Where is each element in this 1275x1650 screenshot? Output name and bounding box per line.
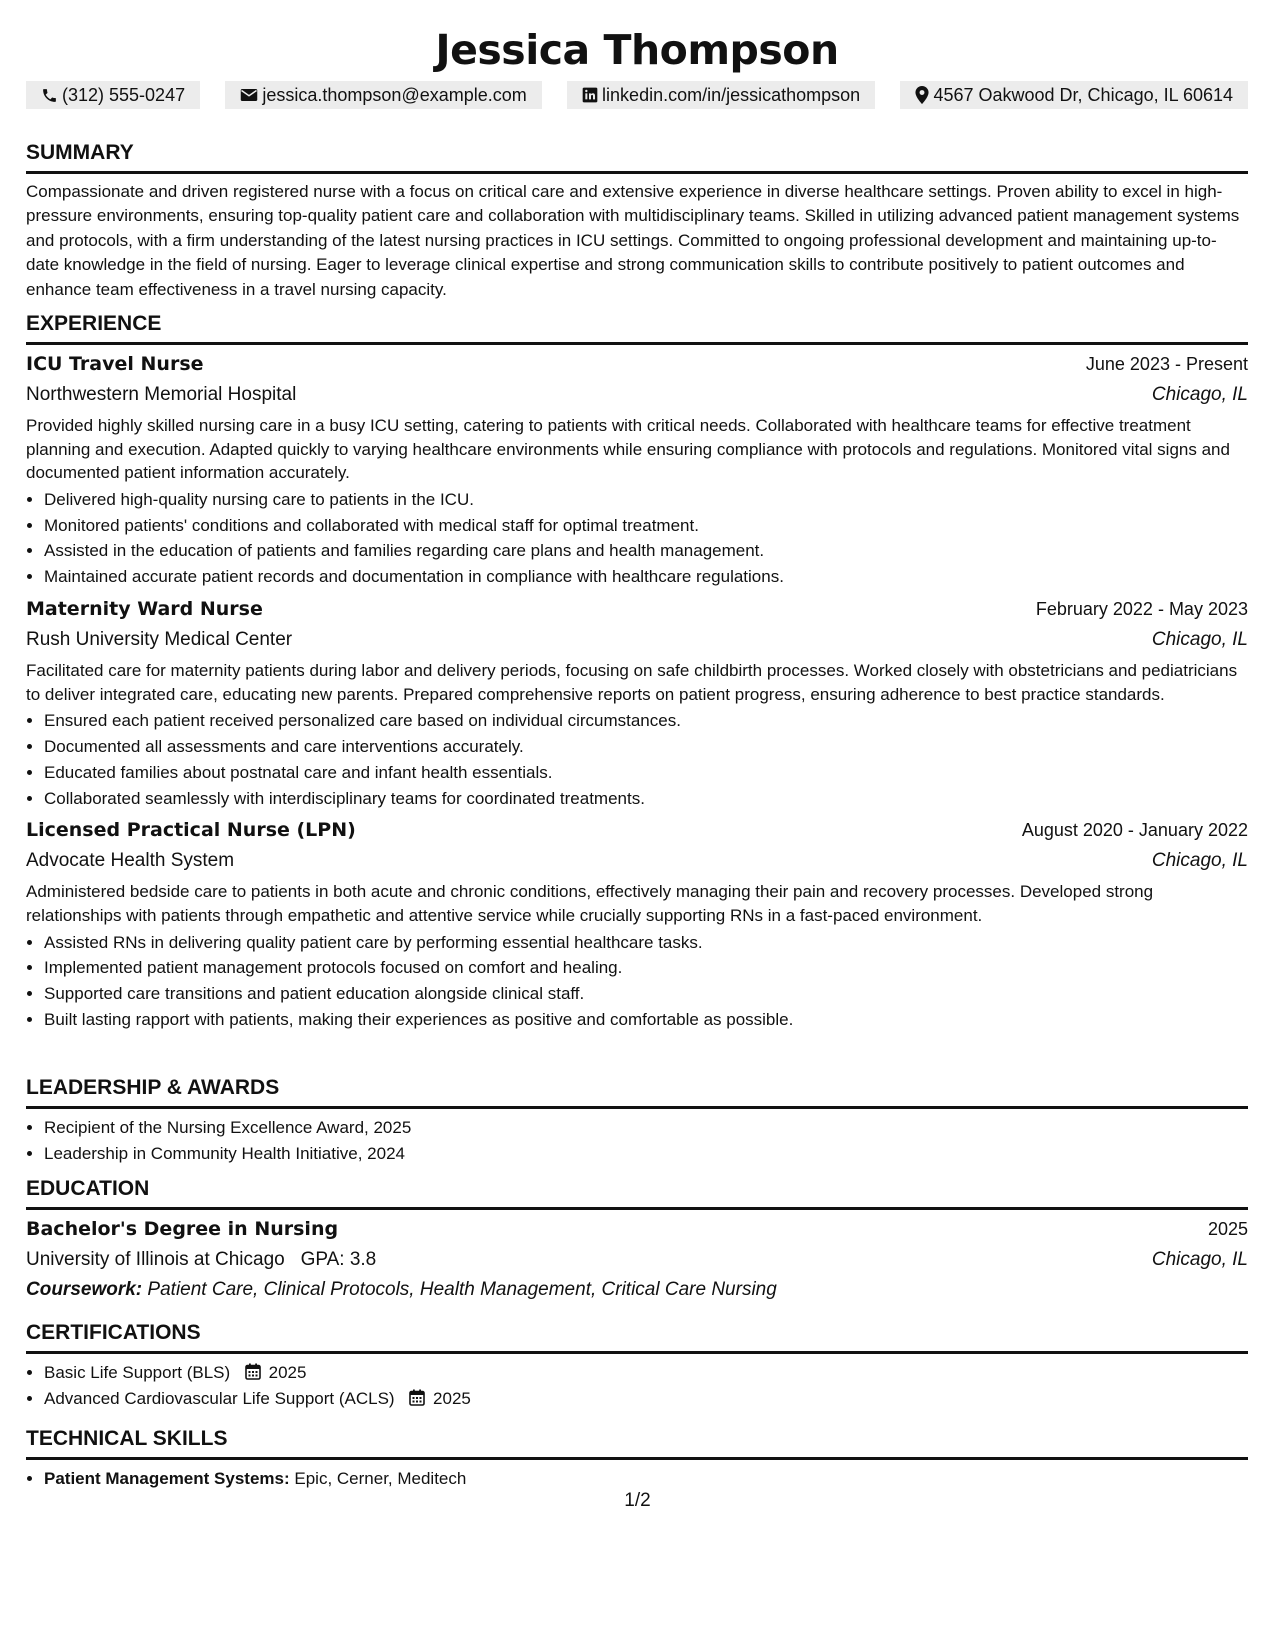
job-location: Chicago, IL [1151, 384, 1248, 405]
job-description: Administered bedside care to patients in both acute and chronic conditions, effectively managing their pain and recovery processes. Developed strong relationships with patients through empathetic and attentive service while crucially supporting RNs in a fast-paced environment. [26, 882, 1154, 925]
list-item: • Recipient of the Nursing Excellence Award, 2025 [44, 1115, 1248, 1141]
skill-category: Patient Management Systems: [44, 1469, 290, 1488]
job-bullets [26, 487, 1248, 590]
contact-bar [26, 81, 1248, 109]
awards-section [26, 1075, 1248, 1167]
job-title: Maternity Ward Nurse [26, 597, 263, 620]
linkedin-text: linkedin.com/in/jessicathompson [602, 85, 861, 105]
calendar-icon [245, 1363, 261, 1380]
degree-year: 2025 [1207, 1219, 1248, 1239]
education-section [26, 1176, 1248, 1305]
list-item: • Documented all assessments and care interventions accurately. [44, 734, 1248, 760]
phone-icon [41, 87, 58, 104]
experience-title: EXPERIENCE [26, 311, 1248, 345]
certification-name: Advanced Cardiovascular Life Support (ACLS) [44, 1389, 395, 1408]
job-entry [26, 815, 1248, 1032]
list-item: • Implemented patient management protocols focused on comfort and healing. [44, 955, 1248, 981]
coursework-line [26, 1275, 1248, 1305]
education-title: EDUCATION [26, 1176, 1248, 1210]
job-employer: Rush University Medical Center [26, 628, 293, 650]
awards-title: LEADERSHIP & AWARDS [26, 1075, 1248, 1109]
skills-title: TECHNICAL SKILLS [26, 1426, 1248, 1460]
job-description: Provided highly skilled nursing care in a busy ICU setting, catering to patients with critical needs. Collaborated with healthcare teams for effective treatment planning and execution. Adapted quickly to varying healthcare environments while ensuring compliance with protocols and regulations. Monitored vital signs and documented patient information accurately. [26, 416, 1230, 483]
job-dates: June 2023 - Present [1085, 354, 1248, 374]
job-description: Facilitated care for maternity patients during labor and delivery periods, focusing on safe childbirth processes. Worked closely with obstetricians and pediatricians to deliver integrated care, educating new parents. Prepared comprehensive reports on patient progress, ensuring adherence to best practice standards. [26, 660, 1238, 704]
skill-values: Epic, Cerner, Meditech [294, 1469, 467, 1488]
job-bullets [26, 708, 1248, 811]
list-item: • Maintained accurate patient records and documentation in compliance with healthcare regulations. [44, 564, 1248, 590]
list-item: • Assisted in the education of patients and families regarding care plans and health management. [44, 538, 1248, 564]
job-location: Chicago, IL [1151, 850, 1248, 872]
certification-name: Basic Life Support (BLS) [44, 1363, 231, 1382]
contact-email[interactable] [225, 81, 541, 109]
list-item: • Ensured each patient received personalized care based on individual circumstances. [44, 708, 1248, 734]
list-item: • Assisted RNs in delivering quality patient care by performing essential healthcare tasks. [44, 930, 1248, 956]
job-bullets [26, 930, 1248, 1033]
list-item: • Delivered high-quality nursing care to patients in the ICU. [44, 487, 1248, 513]
job-title: ICU Travel Nurse [26, 353, 204, 375]
list-item: • Built lasting rapport with patients, making their experiences as positive and comfortable as possible. [44, 1007, 1248, 1033]
list-item [44, 1360, 1248, 1386]
awards-list [26, 1115, 1248, 1167]
calendar-icon [409, 1389, 425, 1406]
certifications-title: CERTIFICATIONS [26, 1320, 1248, 1354]
job-entry [26, 594, 1248, 811]
certification-year: 2025 [433, 1389, 471, 1408]
list-item [44, 1386, 1248, 1412]
linkedin-icon [582, 87, 598, 103]
skills-list [26, 1466, 1248, 1492]
summary-section [26, 140, 1248, 302]
job-title: Licensed Practical Nurse (LPN) [26, 819, 356, 842]
skills-section [26, 1426, 1248, 1492]
list-item: • Supported care transitions and patient education alongside clinical staff. [44, 981, 1248, 1007]
degree-name: Bachelor's Degree in Nursing [26, 1218, 339, 1240]
coursework-label: Coursework: [26, 1279, 143, 1300]
list-item: • Educated families about postnatal care and infant health essentials. [44, 760, 1248, 786]
map-marker-icon [915, 86, 929, 104]
job-employer: Advocate Health System [26, 850, 235, 872]
list-item: • Monitored patients' conditions and collaborated with medical staff for optimal treatment. [44, 513, 1248, 539]
resume-page [26, 0, 1248, 1488]
list-item: • Leadership in Community Health Initiative, 2024 [44, 1141, 1248, 1167]
contact-address[interactable] [900, 81, 1248, 109]
school-location: Chicago, IL [1151, 1249, 1248, 1270]
certifications-section [26, 1320, 1248, 1412]
gpa-text: GPA: 3.8 [300, 1249, 377, 1270]
address-text: 4567 Oakwood Dr, Chicago, IL 60614 [933, 85, 1233, 105]
job-entry [26, 349, 1248, 590]
certification-year: 2025 [268, 1363, 307, 1382]
job-location: Chicago, IL [1151, 628, 1248, 650]
job-dates: August 2020 - January 2022 [1021, 820, 1248, 841]
summary-title: SUMMARY [26, 140, 1248, 174]
list-item [44, 1466, 1248, 1492]
email-text: jessica.thompson@example.com [262, 85, 527, 105]
summary-text: Compassionate and driven registered nurse with a focus on critical care and extensive experience in diverse healthcare settings. Proven ability to excel in high-pressure environments, ensuring top-quality patient care and collaboration with multidisciplinary teams. Skilled in utilizing advanced patient management systems and protocols, with a firm understanding of the latest nursing practices in ICU settings. Committed to ongoing professional development and maintaining up-to-date knowledge in the field of nursing. Eager to leverage clinical expertise and strong communication skills to contribute positively to patient outcomes and enhance team effectiveness in a travel nursing capacity. [26, 182, 1240, 299]
coursework-text: Patient Care, Clinical Protocols, Health Management, Critical Care Nursing [147, 1279, 777, 1300]
job-dates: February 2022 - May 2023 [1035, 598, 1248, 619]
phone-text: (312) 555-0247 [62, 85, 186, 105]
job-employer: Northwestern Memorial Hospital [26, 384, 297, 405]
contact-linkedin[interactable] [567, 81, 875, 109]
certifications-list [26, 1360, 1248, 1412]
experience-section [26, 311, 1248, 1033]
candidate-name: Jessica Thompson [435, 26, 839, 74]
page-number: 1/2 [624, 1490, 651, 1511]
list-item: • Collaborated seamlessly with interdisciplinary teams for coordinated treatments. [44, 786, 1248, 812]
school-name: University of Illinois at Chicago [26, 1249, 285, 1270]
contact-phone[interactable] [26, 81, 200, 109]
envelope-icon [240, 87, 258, 103]
